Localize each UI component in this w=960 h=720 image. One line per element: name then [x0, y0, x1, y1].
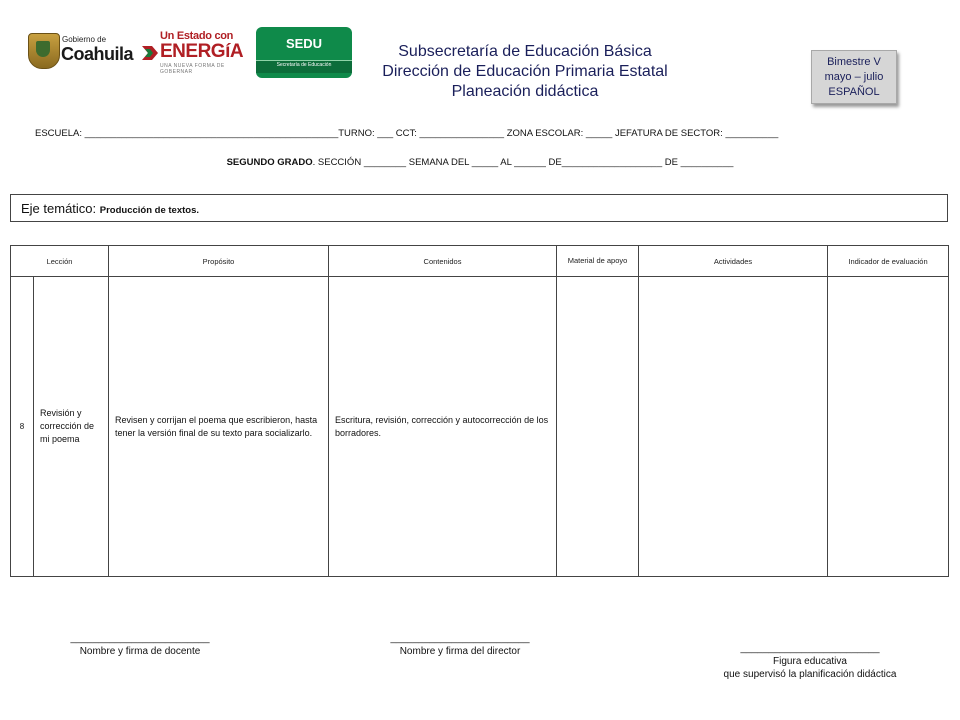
coahuila-shield-icon — [28, 33, 60, 69]
sedu-logo-sub-text: Secretaría de Educación — [276, 62, 332, 68]
document-title — [350, 42, 700, 102]
header-material: Material de apoyo — [557, 246, 639, 277]
title-line-1: Subsecretaría de Educación Básica — [398, 43, 652, 60]
signature-director-label: Nombre y firma del director — [399, 646, 521, 657]
signature-director-line: _________________________ — [390, 633, 530, 644]
title-line-2: Dirección de Educación Primaria Estatal — [382, 63, 668, 80]
bimestre-line-1: Bimestre V — [827, 56, 881, 68]
sedu-logo-word: SEDU — [285, 36, 323, 51]
signature-docente — [40, 632, 240, 658]
coahuila-logo-small-text: Gobierno de — [62, 35, 107, 44]
planning-table — [10, 245, 949, 577]
thematic-axis-label — [21, 201, 199, 216]
thematic-axis-value: Producción de textos. — [99, 205, 200, 216]
school-info-line: ESCUELA: ________________________________________________TURNO: ___ CCT: ________________ ZONA ESCOLAR: _____ JEFATURA DE SECTOR: __________ — [35, 128, 779, 139]
header-indicador: Indicador de evaluación — [828, 246, 949, 277]
cell-actividades — [639, 277, 828, 577]
bimestre-box — [811, 50, 897, 104]
energia-logo-sub-text: UNA NUEVA FORMA DE GOBERNAR — [160, 63, 225, 75]
signature-docente-label: Nombre y firma de docente — [79, 646, 201, 657]
grade-info-line — [0, 157, 960, 168]
thematic-axis-label-text: Eje temático: — [21, 201, 100, 216]
thematic-axis-box — [10, 194, 948, 222]
sedu-logo — [256, 27, 352, 78]
energia-logo — [142, 30, 244, 75]
grade-info-rest: . SECCIÓN ________ SEMANA DEL _____ AL ______ DE___________________ DE __________ — [312, 157, 734, 168]
signature-docente-line: _________________________ — [70, 633, 210, 644]
signature-figura-label-1: Figura educativa — [773, 656, 847, 667]
cell-indicador — [828, 277, 949, 577]
signature-figura — [690, 642, 930, 681]
cell-leccion: Revisión y corrección de mi poema — [34, 277, 109, 577]
coahuila-logo — [28, 30, 133, 70]
energia-logo-top-text: Un Estado con — [160, 30, 234, 42]
bimestre-line-3: ESPAÑOL — [828, 86, 880, 98]
cell-material — [557, 277, 639, 577]
energia-logo-big-text: ENERGíA — [160, 41, 244, 62]
signature-figura-line: _________________________ — [740, 643, 880, 654]
cell-contenidos: Escritura, revisión, corrección y autocorrección de los borradores. — [329, 277, 557, 577]
header-proposito: Propósito — [109, 246, 329, 277]
header-leccion: Lección — [11, 246, 109, 277]
bimestre-line-2: mayo – julio — [824, 71, 884, 83]
table-header-row — [11, 246, 949, 277]
cell-numero: 8 — [11, 277, 34, 577]
header-contenidos: Contenidos — [329, 246, 557, 277]
header-actividades: Actividades — [639, 246, 828, 277]
energia-arrows-icon — [142, 44, 158, 62]
table-row — [11, 277, 949, 577]
coahuila-logo-big-text: Coahuila — [61, 44, 134, 64]
signature-figura-label-2: que supervisó la planificación didáctica — [723, 669, 897, 680]
grade-label: SEGUNDO GRADO — [226, 157, 313, 168]
signature-director — [360, 632, 560, 658]
cell-proposito: Revisen y corrijan el poema que escribieron, hasta tener la versión final de su texto para socializarlo. — [109, 277, 329, 577]
title-line-3: Planeación didáctica — [451, 83, 599, 100]
